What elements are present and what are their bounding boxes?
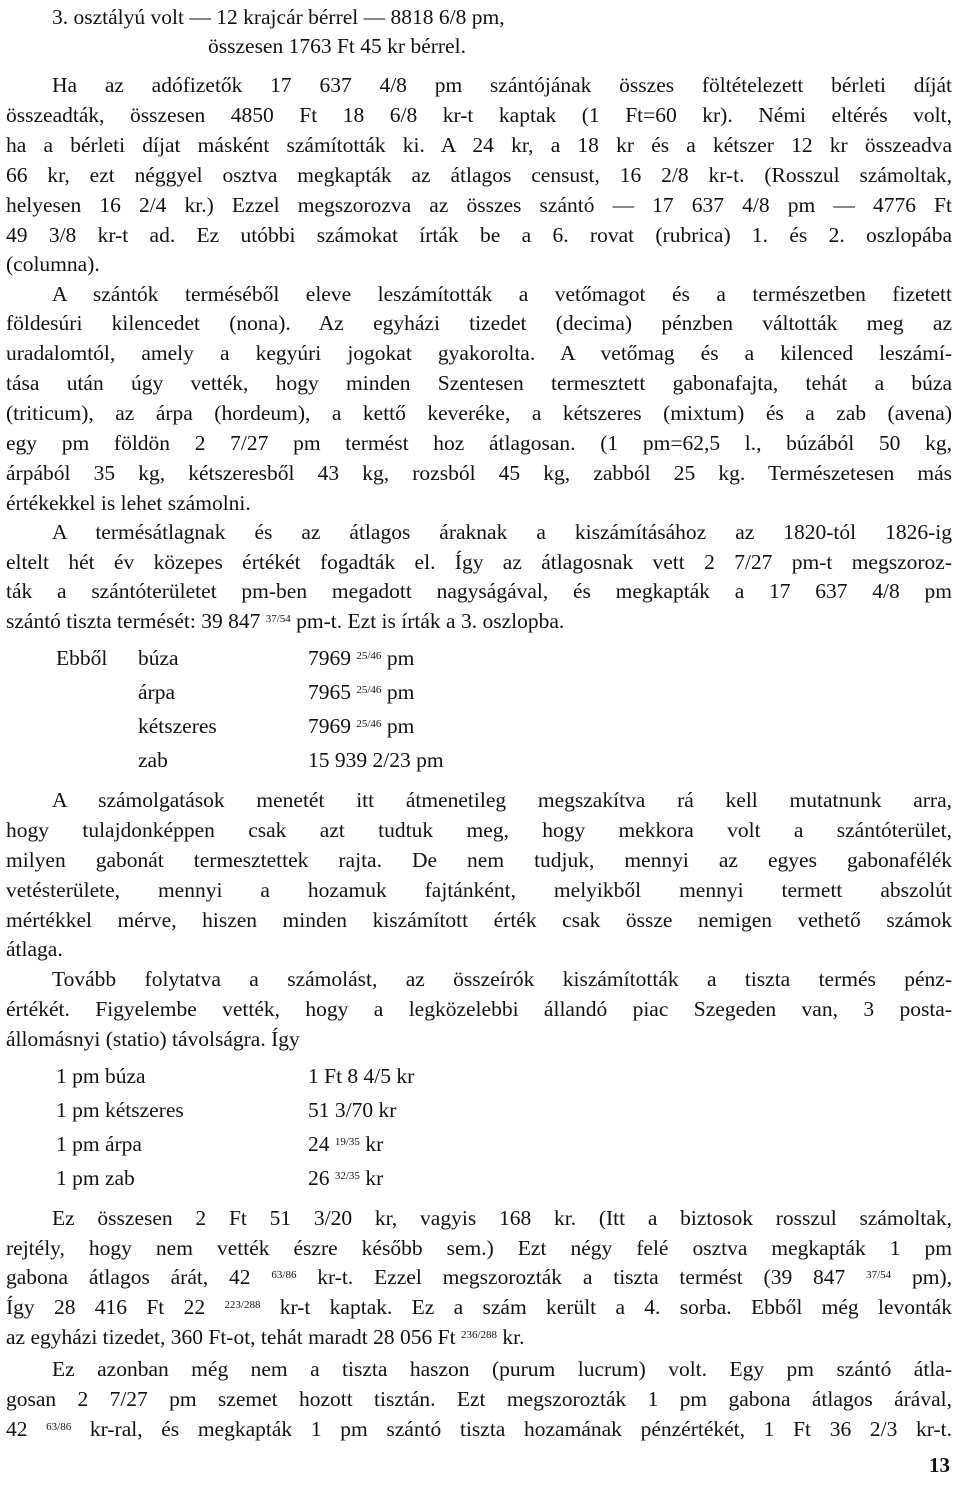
text-line: Ez összesen 2 Ft 51 3/20 kr, vagyis 168 kr. (Itt a biztosok rosszul számoltak, <box>52 1206 952 1230</box>
table-value: 24 $^{19/35}$ kr <box>308 1132 384 1156</box>
text-line: gosan 2 7/27 pm szemet hozott tisztán. Ezt megszorozták 1 pm gabona átlagos árával, <box>6 1387 952 1411</box>
text-line: állomásnyi (statio) távolságra. Így <box>6 1027 300 1051</box>
text-line: értékekkel is lehet számolni. <box>6 491 251 515</box>
text-segment: szántó tiszta termését: 39 847 <box>6 609 266 633</box>
text-line: összesen 1763 Ft 45 kr bérrel. <box>208 34 466 58</box>
text-line <box>6 608 952 634</box>
page-number: 13 <box>929 1453 950 1477</box>
text-line: tása után úgy vették, hogy minden Szentesen termesztett gabonafajta, tehát a búza <box>6 371 952 395</box>
table-label: 1 pm kétszeres <box>56 1098 184 1122</box>
table-label: búza <box>138 646 179 670</box>
text-line: vetésterülete, mennyi a hozamuk fajtánként, melyikből mennyi termett abszolút <box>6 878 952 902</box>
text-line: 49 3/8 kr-t ad. Ez utóbbi számokat írták be a 6. rovat (rubrica) 1. és 2. oszlopába <box>6 223 952 247</box>
table-label: 1 pm búza <box>56 1064 146 1088</box>
table-value: 15 939 2/23 pm <box>308 748 444 772</box>
table-value: 1 Ft 8 4/5 kr <box>308 1064 415 1088</box>
text-line: árpából 35 kg, kétszeresből 43 kg, rozsból 45 kg, zabból 25 kg. Természetesen más <box>6 461 952 485</box>
text-line: ha a bérleti díjat másként számították ki. A 24 kr, a 18 kr és a kétszer 12 kr összeadva <box>6 133 952 157</box>
fraction: 37/54 <box>265 612 291 625</box>
text-line: mértékkel mérve, hiszen minden kiszámított érték csak össze nemigen vethető számok <box>6 908 952 932</box>
text-line: Tovább folytatva a számolást, az összeírók kiszámították a tiszta termés pénz- <box>52 967 952 991</box>
text-line: Ha az adófizetők 17 637 4/8 pm szántójának összes föltételezett bérleti díját <box>52 73 952 97</box>
text-line: értékét. Figyelembe vették, hogy a legközelebbi állandó piac Szegeden van, 3 posta- <box>6 997 952 1021</box>
text-line: A termésátlagnak és az átlagos áraknak a kiszámításához az 1820-tól 1826-ig <box>52 520 952 544</box>
table-label: zab <box>138 748 168 772</box>
table-value: 7969 $^{25/46}$ pm <box>308 714 415 738</box>
text-line: (columna). <box>6 252 100 276</box>
text-line: 3. osztályú volt — 12 krajcár bérrel — 8818 6/8 pm, <box>52 5 505 29</box>
text-line: Ez azonban még nem a tiszta haszon (purum lucrum) volt. Egy pm szántó átla- <box>52 1357 952 1381</box>
table-label: 1 pm zab <box>56 1166 135 1190</box>
text-line: milyen gabonát termesztettek rajta. De nem tudjuk, mennyi az egyes gabonafélék <box>6 848 952 872</box>
table-label: árpa <box>138 680 175 704</box>
text-line: uradalomtól, amely a kegyúri jogokat gyakorolta. A vetőmag és a kilenced leszámí- <box>6 341 952 365</box>
table-value: 7969 $^{25/46}$ pm <box>308 646 415 670</box>
text-line: (triticum), az árpa (hordeum), a kettő keveréke, a kétszeres (mixtum) és a zab (avena) <box>6 401 952 425</box>
text-line: átlaga. <box>6 937 63 961</box>
table-value: 51 3/70 kr <box>308 1098 397 1122</box>
text-line: 66 kr, ezt néggyel osztva megkapták az átlagos censust, 16 2/8 kr-t. (Rosszul számoltak, <box>6 163 952 187</box>
text-line: gabona átlagos árát, 42 $^{63/86}$ kr-t. Ezzel megszorozták a tiszta termést (39 847 $^{37/54}$ pm), <box>6 1265 953 1289</box>
text-line: hogy tulajdonképpen csak azt tudtuk meg, hogy mekkora volt a szántóterület, <box>6 818 952 842</box>
text-line: eltelt hét év közepes értékét fogadták el. Így az átlagosnak vett 2 7/27 pm-t megszoroz- <box>6 550 952 574</box>
text-line: földesúri kilencedet (nona). Az egyházi tizedet (decima) pénzben váltották meg az <box>6 311 952 335</box>
text-line: A szántók terméséből eleve leszámították a vetőmagot és a természetben fizetett <box>52 282 952 306</box>
text-line: összeadták, összesen 4850 Ft 18 6/8 kr-t kaptak (1 Ft=60 kr). Némi eltérés volt, <box>6 103 952 127</box>
table-value: 26 $^{32/35}$ kr <box>308 1166 384 1190</box>
text-line: A számolgatások menetét itt átmenetileg megszakítva rá kell mutatnunk arra, <box>52 788 952 812</box>
table-value: 7965 $^{25/46}$ pm <box>308 680 415 704</box>
table-label: kétszeres <box>138 714 217 738</box>
text-line: 42 $^{63/86}$ kr-ral, és megkapták 1 pm szántó tiszta hozamának pénzértékét, 1 Ft 36 2/3 kr-t. <box>6 1417 952 1441</box>
text-segment: pm-t. Ezt is írták a 3. oszlopba. <box>290 609 565 633</box>
table-label: 1 pm árpa <box>56 1132 142 1156</box>
text-line: ták a szántóterületet pm-ben megadott nagyságával, és megkapták a 17 637 4/8 pm <box>6 579 952 603</box>
table-prefix: Ebből <box>56 646 108 670</box>
text-line: rejtély, hogy nem vették észre később sem.) Ezt négy felé osztva megkapták 1 pm <box>6 1236 952 1260</box>
text-line: Így 28 416 Ft 22 $^{223/288}$ kr-t kaptak. Ez a szám került a 4. sorba. Ebből még levonták <box>6 1295 953 1319</box>
text-line: helyesen 16 2/4 kr.) Ezzel megszorozva az összes szántó — 17 637 4/8 pm — 4776 Ft <box>6 193 952 217</box>
text-line: egy pm földön 2 7/27 pm termést hoz átlagosan. (1 pm=62,5 l., búzából 50 kg, <box>6 431 952 455</box>
text-line: az egyházi tizedet, 360 Ft-ot, tehát maradt 28 056 Ft $^{236/288}$ kr. <box>6 1325 525 1349</box>
